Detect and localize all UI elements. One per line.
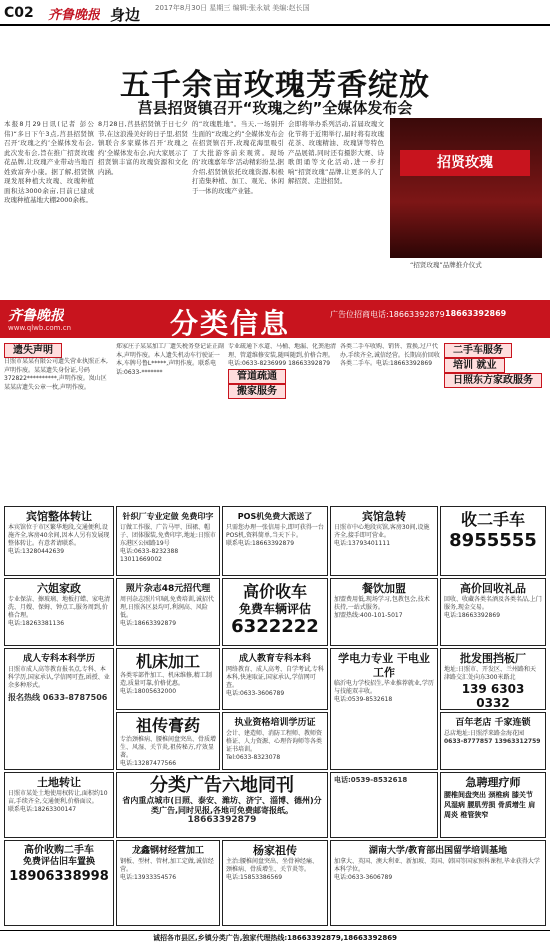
banner-logo: 齐鲁晚报 [8,308,64,324]
ad-yang-family-remedy [222,840,328,926]
ad-body: 日照市成人高等教育报名点,专科、本科学历,国家承认,学信网可查,函授、业余多种形式。 [8,666,110,689]
ad-machining [116,648,220,710]
ad-phone: 电话:13287477566 [120,760,177,767]
ad-title: 宾馆整体转让 [26,510,92,523]
ad-title: 高价回收礼品 [460,582,526,595]
classified-column-2 [116,343,224,501]
ad-subtitle: 免费车辆评估 [238,602,311,616]
ad-title: 收二手车 [460,510,525,529]
story-column-2: 8月28日,莒县招贤镇于日七夕节,在这浪漫美好的日子里,招贤镇联合多家媒体召开‘玫瑰之约’全媒体发布会,向大家展示了招贤镇丰富的玫瑰资源和文化内涵。 [98,120,188,176]
ad-body: 会计、建造师、消防工程师、教师资格证、人力资源、心理咨询师等各类证书培训。 [226,730,323,753]
photo-caption: “招贤玫瑰”品牌推介仪式 [410,261,482,269]
ad-land-transfer [4,772,114,838]
ad-herbal-plaster [116,712,220,770]
ad-body: 网络教育、成人高考、自学考试,专科本科,快速取证,国家承认,学信网可查。 [226,666,324,689]
ad-phone: 电话:0539-8532618 [334,776,408,784]
page-number: C02 [4,5,34,21]
ad-restaurant-franchise [330,578,438,646]
ad-body: 钢板、型材、管材,加工定做,诚信经营。 [120,858,214,873]
newspaper-logo: 齐鲁晚报 [48,8,101,23]
ad-phone: 电话:18663392879 [120,620,177,627]
banner-phone-2: 18663392869 [445,309,507,318]
category-label: 遗失声明 [4,343,62,358]
ad-big-phone: 18906338998 [9,869,109,884]
ad-body: 各类零部件加工、机床维修,精工制造,质量可靠,价格优惠。 [120,672,212,687]
classified-column-4 [340,343,440,501]
ad-phone: 电话:13933354576 [120,874,177,881]
ad-hotel-transfer [4,506,114,576]
ad-title: 祖传膏药 [135,716,200,735]
event-photo [390,118,542,258]
ad-phone: 联系电话:18663392879 [226,540,295,547]
ad-phone: Tel:0633-8323078 [226,754,281,761]
category-label: 培训 就业 [444,358,505,373]
ad-body: 订做工作服、广告马甲、围裙、帽子、团体服装,免费印字,地址:日照市东港区公园路19号 [120,524,216,547]
ad-phone: 电话:0633-8232388 13011669002 [120,548,179,563]
ad-title: 餐饮加盟 [362,582,406,595]
ad-title: POS机免费大派送了 [237,512,313,521]
ad-body: 总店地址:日照浮来路金海花园 [444,730,525,737]
column-text: 郑家庄子某某加工厂遗失税务登记证正副本,声明作废。本人遗失机动车行驶证一本,车牌号鲁L*****,声明作废。联系电话:0633-******* [116,343,224,376]
ad-body: 本宾馆位于市区繁华地段,交通便利,设施齐全,客房40余间,因本人另有发展现整体转让。有意者请联系。 [8,524,110,547]
category-label: 管道疏通 [228,369,286,384]
ad-title: 高价收购二手车 [24,845,94,856]
ad-phone: 电话:18263381136 [8,620,65,627]
ad-six-city-classified [116,772,328,838]
classified-column-3 [228,343,336,501]
ad-phone: 0633-8777857 13963312759 [444,738,541,745]
ad-chain-store [440,712,546,770]
ad-big-phone: 139 6303 0332 [461,682,525,710]
ad-body: 地址:日照市、开发区、兰州路和天津路交汇处向东300米路北 [444,666,537,681]
ad-title: 百年老店 千家连锁 [455,718,531,728]
ad-adult-education [222,648,328,710]
ad-subtitle: 免费评估旧车置换 [22,857,95,867]
column-text: 专业疏通下水道、马桶、地漏、化粪池清理、管道维修安装,随叫随到,价格合理。电话:0633-8236999 18663392879 [228,343,336,368]
ad-title: 照片杂志48元招代理 [125,584,211,594]
ad-body: 加拿大、英国、澳大利亚、新加坡、美国、韩国等国家预科课程,毕业获得大学本科学位。 [334,858,540,873]
ad-body: 只需您办理一张信用卡,即可获得一台POS机,资料简单,当天下卡。 [226,524,324,539]
ad-title: 成人教育专科本科 [238,654,311,664]
ad-fence-board [440,648,546,710]
ad-title: 急聘理疗师 [465,776,521,789]
story-column-1: 本报8月29日讯(记者 彭公伟)“多日下午3点,莒县招贤镇召开‘玫瑰之约’全媒体发布会,此次发布会,旨在推广招贤玫瑰花品牌,让玫瑰产业带动当地百姓致富奔小康。据了解,招贤镇现发展种植大玫瑰、玫瑰种植面积达3000余亩,目前已建成玫瑰种植基地大棚2000余栋。 [4,120,94,204]
ad-title: 湖南大学/教育部出国留学培训基地 [368,846,508,856]
ad-photo-magazine [116,578,220,646]
page-footer: 诚招各市县区,乡镇分类广告,独家代理热线:18663392879,18663392869 [0,930,550,943]
ad-phone: 电话:0539-8532618 [334,696,393,703]
subheadline: 莒县招贤镇召开“玫瑰之约”全媒体发布会 [137,99,413,117]
ad-adult-degree [4,648,114,770]
photo-stage-banner: 招贤玫瑰 [400,150,530,176]
ad-title: 宾馆急转 [362,510,406,523]
section-title: 身边 [110,6,141,24]
ad-title: 针织厂专业定做 免费印字 [122,512,214,521]
ad-body: 腰椎间盘突出 颈椎病 膝关节 风湿病 腰肌劳损 骨质增生 肩周炎 椎管狭窄 [444,791,536,819]
ad-hunan-university [330,840,546,926]
ad-electric-school [330,648,438,770]
ad-phone: 电话:0633-3606789 [334,874,393,881]
ad-body: 专治颈椎病、腰椎间盘突出、骨质增生、风湿、关节炎,祖传秘方,疗效显著。 [120,736,217,759]
ad-title: 机床加工 [135,652,200,671]
banner-title: 分类信息 [170,307,291,340]
ad-title: 土地转让 [37,776,81,789]
ad-car-purchase [222,578,328,646]
ad-knitting-factory [116,506,220,576]
ad-big-phone: 6322222 [231,616,319,637]
ad-title: 六姐家政 [37,582,81,595]
ad-phone: 电话:18005632000 [120,688,177,695]
ad-title: 龙鑫钢材经营加工 [131,846,204,856]
ad-title: 批发围挡板厂 [460,652,526,665]
ad-body: 主治:腰椎间盘突出、坐骨神经痛、颈椎病、骨质增生、关节炎等。 [226,858,319,873]
ad-phone: 报名热线 0633-8787506 [8,693,108,702]
ad-body: 回收、收藏各类名酒及各类名品,上门服务,现金交易。 [444,596,542,611]
column-text: 日照市某某有限公司遗失营业执照正本,声明作废。某某遗失身份证,号码372822**********,声明作废。岚山区某某店遗失公章一枚,声明作废。 [4,358,108,391]
ad-hotel-urgent [330,506,438,576]
story-column-4: 会即将举办系列活动,首届玫瑰文化节将于近期举行,届时将有玫瑰花茶、玫瑰精油、玫瑰饼等特色产品展销,同时还有摄影大赛、诗歌朗诵等文化活动,进一步打响“招贤玫瑰”品牌,让更多的人了解招贤、走进招贤。 [288,120,384,185]
ad-big-phone: 8955555 [449,530,537,551]
ad-phone: 电话:0633-3606789 [226,690,285,697]
ad-contact-extra [330,772,438,838]
ad-used-car-buy [440,506,546,576]
ad-title: 成人专科本科学历 [22,654,95,664]
headline: 五千余亩玫瑰芳香绽放 [120,68,430,103]
ad-body: 专业保洁、擦玻璃、地板打蜡、家电清洗、月嫂、保姆、钟点工,服务周到,价格合理。 [8,596,111,619]
category-label: 日照东方家政服务 [444,373,542,388]
ad-body: 加盟费用低,现场学习,包教包会,技术扶持,一站式服务。 [334,596,430,611]
ad-phone: 电话:18663392869 [444,612,501,619]
ad-phone: 电话:13793401111 [334,540,391,547]
ad-body: 日照市某处土地使用权转让,面积约10亩,手续齐全,交通便利,价格面议。 [8,790,108,805]
category-label: 二手车服务 [444,343,512,358]
classified-column-1 [4,343,112,501]
banner-url: www.qlwb.com.cn [8,324,71,332]
ad-phone: 18663392879 [187,815,257,825]
ad-title: 高价收车 [242,582,307,601]
ad-housekeeping [4,578,114,646]
ad-certificate-training [222,712,328,770]
ad-title: 执业资格培训学历证 [234,718,316,728]
banner-phone-1: 广告位招商电话:18663392879 [330,310,445,319]
column-text: 各类二手车收购、销售、置换,过户代办,手续齐全,诚信经营。长期高价回收各类二手车。电话:18663392869 [340,343,440,368]
ad-pos-machine [222,506,328,576]
header-rule [0,24,550,26]
ad-used-car-high-price [4,840,114,926]
ad-body: 周刊杂志照片印刷,免费培训,诚招代理,日照各区县均可,利润高、风险低。 [120,596,214,619]
ad-phone: 电话:13280442639 [8,548,65,555]
issue-meta: 2017年8月30日 星期三 编辑:张永斌 美编:赵长国 [155,4,310,12]
ad-phone: 联系电话:18263300147 [8,806,77,813]
ad-title: 学电力专业 干电业工作 [338,652,430,679]
ad-body: 日照市中心地段宾馆,客房30间,设施齐全,接手即可营业。 [334,524,430,539]
ad-therapist-hiring [440,772,546,838]
ad-steel-processing [116,840,220,926]
ad-gift-recycling [440,578,546,646]
classified-column-5 [444,343,546,501]
ad-title: 杨家祖传 [253,844,297,857]
story-column-3: 的“玫瑰胜地”。当天,一场别开生面的“玫瑰之约”全媒体发布会在招贤镇召开,玫瑰花海里吸引了大批游客前来观赏。现场的‘玫瑰嘉年华’活动精彩纷呈,据介绍,招贤镇依托玫瑰资源,积极打造集种植、加工、观光、休闲于一体的玫瑰产业链。 [192,120,284,195]
ad-title: 分类广告六地同刊 [150,775,294,796]
ad-phone: 电话:15853386569 [226,874,283,881]
category-label: 搬家服务 [228,384,286,399]
ad-phone: 加盟热线:400-101-5017 [334,612,403,619]
ad-body: 临沂电力学校招生,毕业推荐就业,学历与技能双丰收。 [334,680,434,695]
ad-body: 省内重点城市(日照、泰安、潍坊、济宁、淄博、德州)分类广告,同时见报,各地可免费邮寄报纸。 [122,796,322,815]
